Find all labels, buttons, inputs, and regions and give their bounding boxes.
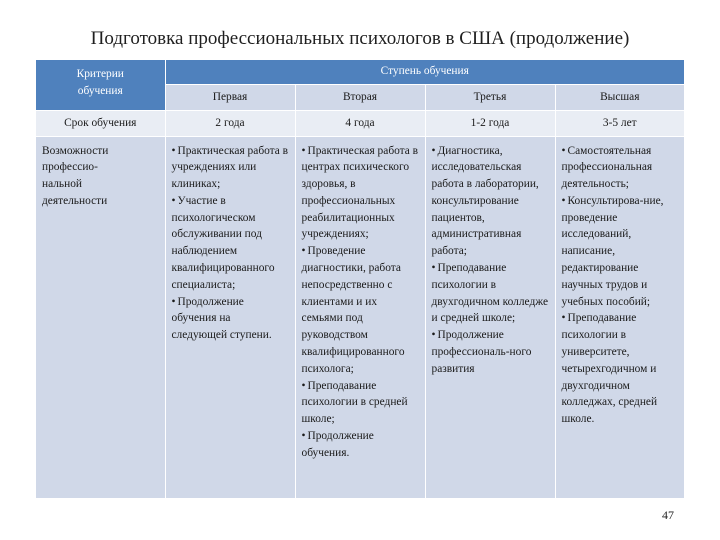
opportunities-cell <box>295 136 425 498</box>
duration-value: 4 года <box>345 116 375 129</box>
stage-label: Первая <box>212 90 248 103</box>
list-item-text: Консультирова-ние, проведение исследований, написание, редактирование научных трудов и учебных пособий; <box>561 194 664 308</box>
stage-header-label: Ступень обучения <box>380 65 469 78</box>
training-table <box>36 60 684 498</box>
list-item <box>302 378 419 428</box>
list-item-text: Самостоятельная профессиональная деятельность; <box>561 144 653 191</box>
list-item-text: Продолжение профессиональ-ного развития <box>431 329 532 375</box>
bullet-icon: • <box>301 245 306 258</box>
stage-label: Высшая <box>600 90 640 103</box>
opportunities-cell <box>555 136 684 498</box>
stage-label: Вторая <box>342 90 378 103</box>
stage-header <box>165 60 684 84</box>
list-item-text: Практическая работа в учреждениях или клиниках; <box>171 144 289 191</box>
list-item <box>302 428 419 462</box>
bullet-icon: • <box>561 194 566 207</box>
list-item <box>172 294 289 344</box>
list-item-text: Преподавание психологии в двухгодичном колледже и средней школе; <box>431 262 549 325</box>
list-item <box>172 143 289 193</box>
bullet-icon: • <box>301 430 306 443</box>
bullet-icon: • <box>301 379 306 392</box>
list-item-text: Преподавание психологии в университете, четырехгодичном и двухгодичном колледжах, средней школе. <box>561 312 658 426</box>
list-item-text: Проведение диагностики, работа непосредственно с клиентами и их семьями под руководством квалифицированного психолога; <box>301 245 405 375</box>
criteria-header <box>36 60 165 110</box>
stage-col-4 <box>555 84 684 110</box>
list-item <box>302 143 419 244</box>
opportunities-row-label <box>36 136 165 498</box>
list-item <box>302 243 419 377</box>
bullet-icon: • <box>431 144 436 157</box>
list-item <box>562 143 679 193</box>
opportunities-label: Возможности профессио-нальной деятельности <box>42 144 109 207</box>
opportunities-list <box>302 143 419 462</box>
duration-cell <box>425 110 555 136</box>
page-number: 47 <box>662 508 674 522</box>
opportunities-list <box>172 143 289 345</box>
list-item-text: Участие в психологическом обслуживании под наблюдением квалифицированного специалиста; <box>171 194 275 291</box>
duration-label: Срок обучения <box>64 116 137 129</box>
bullet-icon: • <box>171 295 176 308</box>
bullet-icon: • <box>431 262 436 275</box>
list-item <box>172 193 289 294</box>
bullet-icon: • <box>301 144 306 157</box>
list-item <box>432 260 549 327</box>
slide-title: Подготовка профессиональных психологов в США (продолжение) <box>90 28 630 49</box>
list-item <box>562 310 679 428</box>
list-item <box>432 327 549 377</box>
opportunities-cell <box>425 136 555 498</box>
list-item-text: Практическая работа в центрах психического здоровья, в профессиональных реабилитационных учреждениях; <box>301 144 419 241</box>
criteria-header-label: Критерии обучения <box>76 68 124 97</box>
list-item <box>432 143 549 261</box>
list-item-text: Продолжение обучения. <box>301 430 374 459</box>
duration-row-label <box>36 110 165 136</box>
list-item-text: Продолжение обучения на следующей ступени. <box>171 295 272 342</box>
bullet-icon: • <box>561 312 566 325</box>
stage-col-1 <box>165 84 295 110</box>
bullet-icon: • <box>431 329 436 342</box>
list-item-text: Диагностика, исследовательская работа в лаборатории, консультирование пациентов, административная работа; <box>431 144 539 258</box>
duration-value: 2 года <box>215 116 245 129</box>
stage-label: Третья <box>473 90 507 103</box>
list-item <box>562 193 679 311</box>
opportunities-list <box>562 143 679 429</box>
bullet-icon: • <box>171 194 176 207</box>
duration-cell <box>555 110 684 136</box>
opportunities-cell <box>165 136 295 498</box>
bullet-icon: • <box>561 144 566 157</box>
stage-col-3 <box>425 84 555 110</box>
duration-value: 1-2 года <box>470 116 510 129</box>
opportunities-list <box>432 143 549 378</box>
duration-value: 3-5 лет <box>602 116 637 129</box>
list-item-text: Преподавание психологии в средней школе; <box>301 379 408 426</box>
bullet-icon: • <box>171 144 176 157</box>
duration-cell <box>165 110 295 136</box>
duration-cell <box>295 110 425 136</box>
stage-col-2 <box>295 84 425 110</box>
